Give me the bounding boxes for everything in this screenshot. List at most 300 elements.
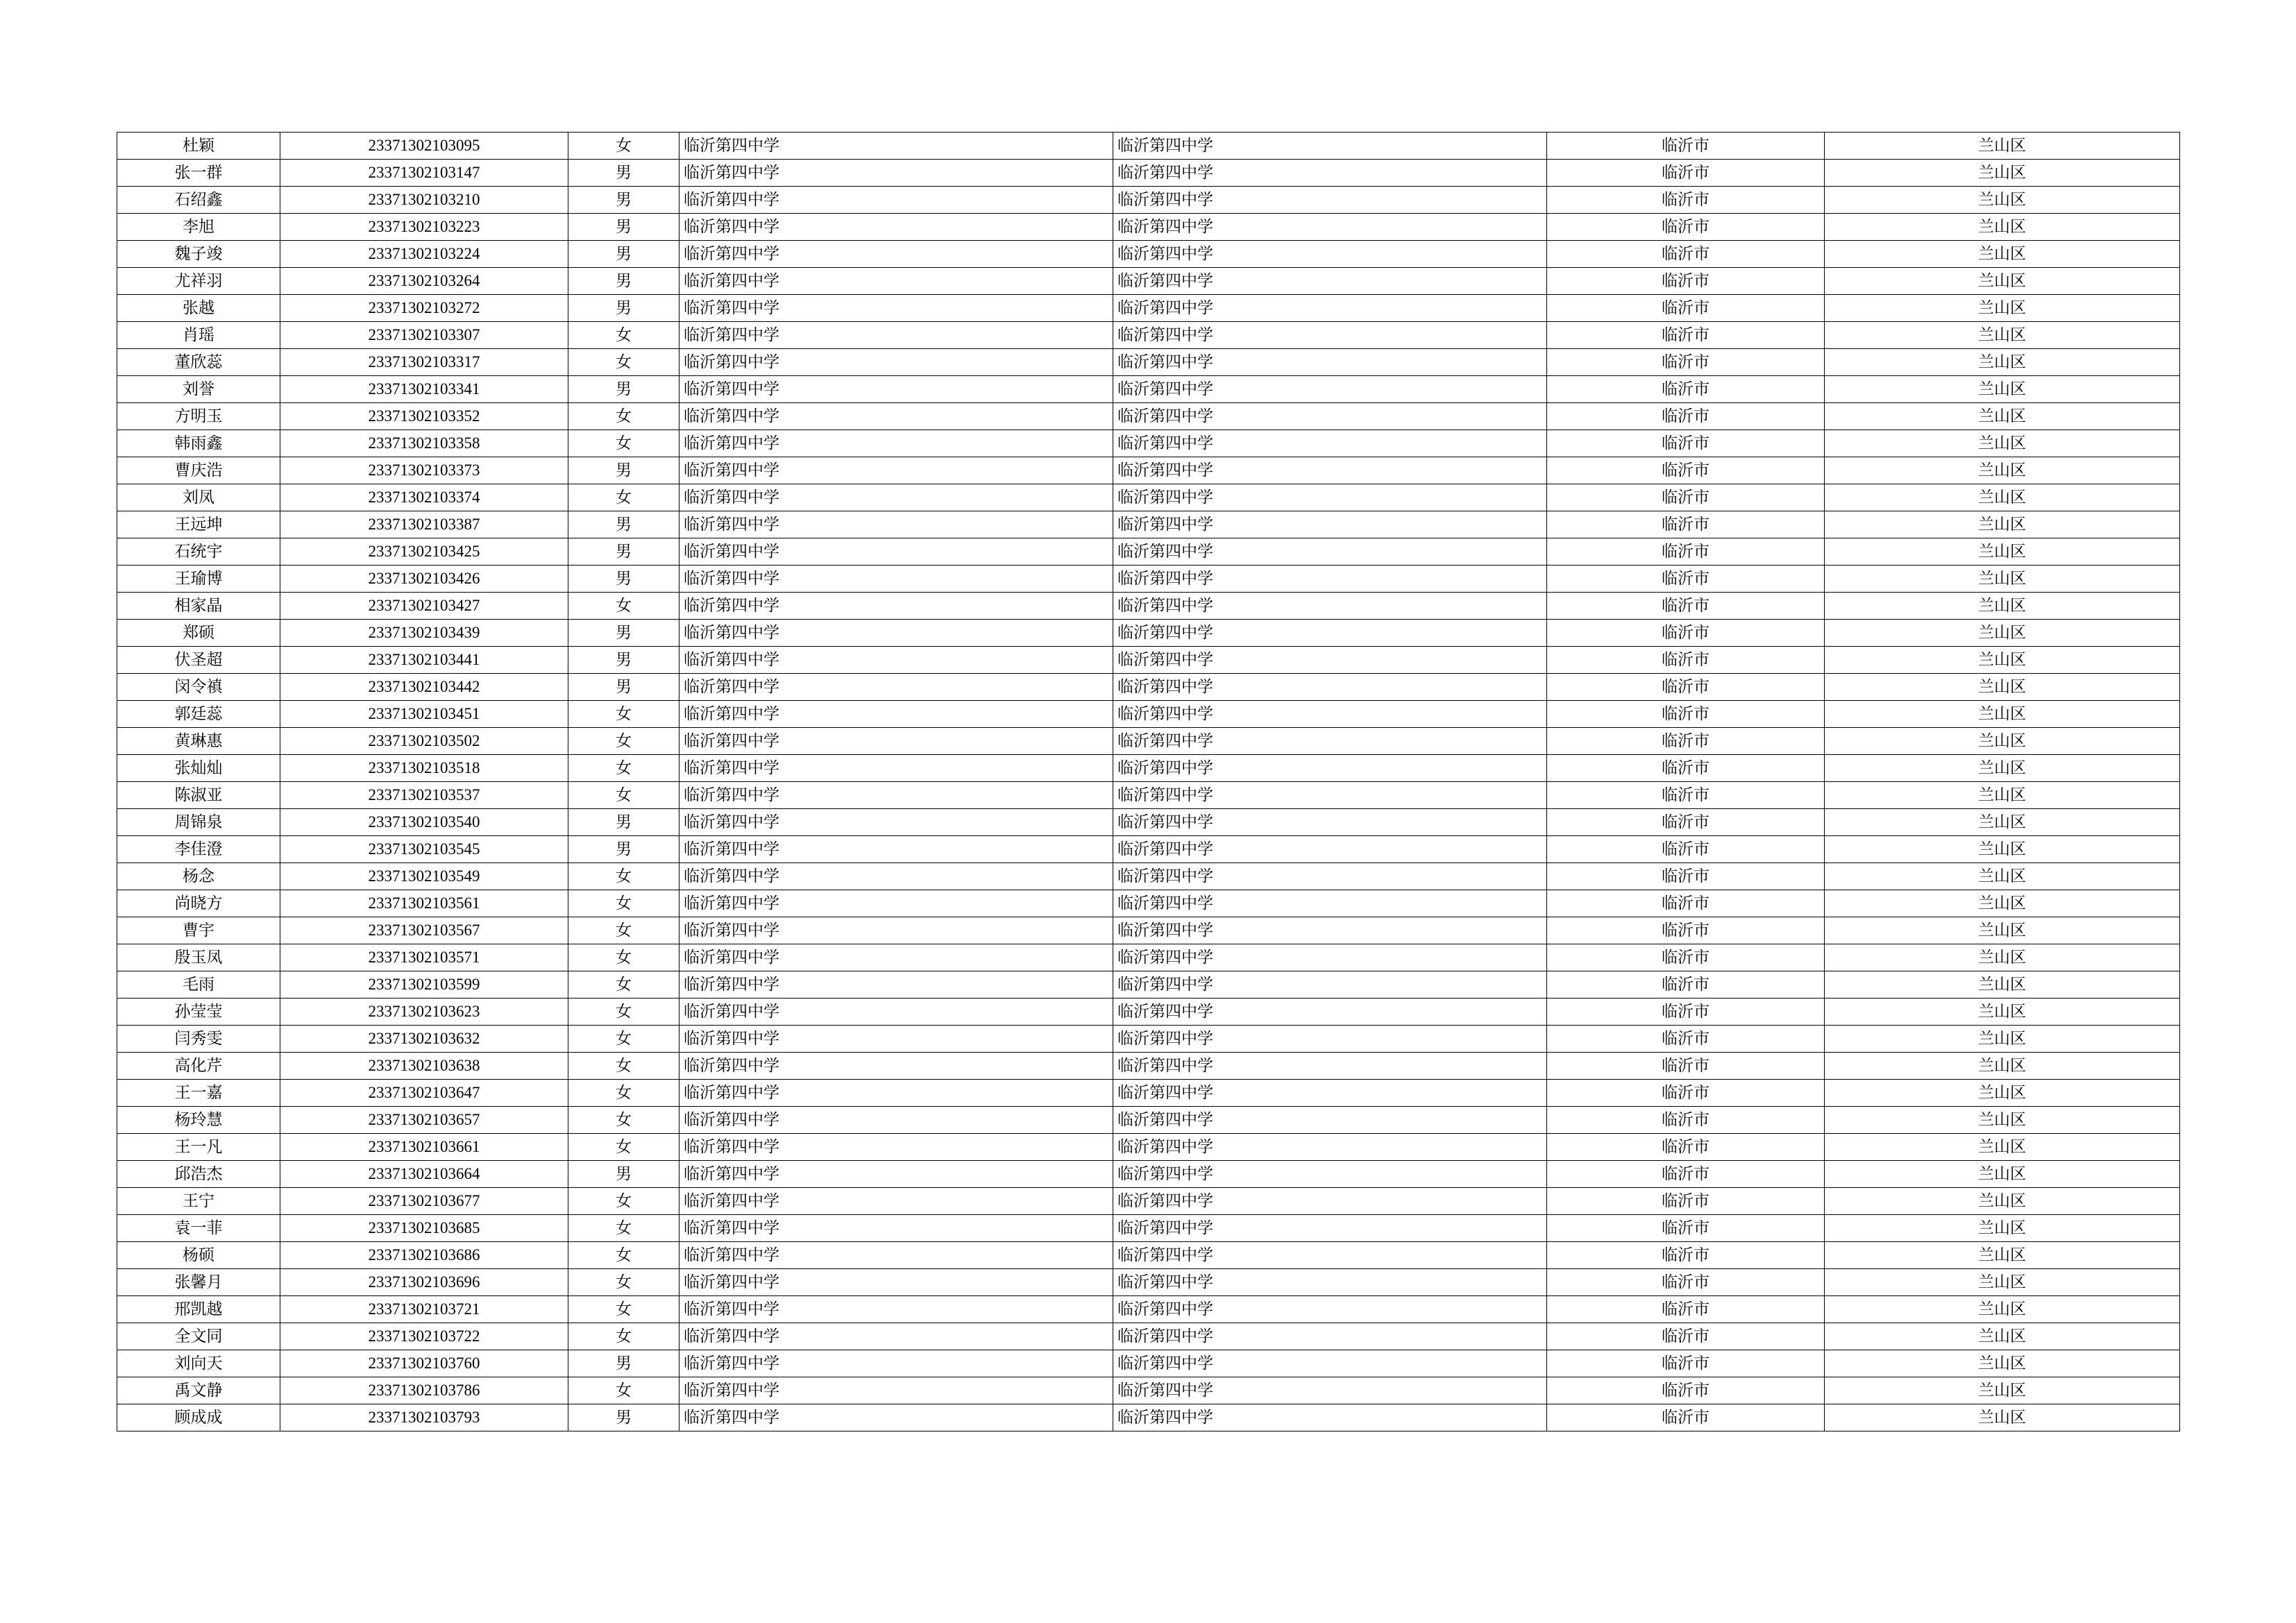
table-row — [117, 1404, 2180, 1431]
cell-school: 临沂第四中学 — [679, 322, 1113, 349]
table-row — [117, 295, 2180, 322]
cell-exam-number: 23371302103786 — [280, 1377, 568, 1404]
table-row — [117, 430, 2180, 457]
cell-sex: 女 — [568, 1215, 679, 1242]
cell-school: 临沂第四中学 — [679, 1377, 1113, 1404]
cell-city: 临沂市 — [1547, 1188, 1825, 1215]
cell-sex: 男 — [568, 457, 679, 484]
cell-exam-site: 临沂第四中学 — [1113, 1296, 1547, 1323]
cell-exam-number: 23371302103722 — [280, 1323, 568, 1350]
cell-exam-site: 临沂第四中学 — [1113, 1107, 1547, 1134]
cell-city: 临沂市 — [1547, 1026, 1825, 1053]
cell-school: 临沂第四中学 — [679, 1107, 1113, 1134]
cell-school: 临沂第四中学 — [679, 187, 1113, 214]
cell-district: 兰山区 — [1825, 484, 2180, 511]
cell-city: 临沂市 — [1547, 971, 1825, 999]
cell-name: 董欣蕊 — [117, 349, 280, 376]
cell-district: 兰山区 — [1825, 322, 2180, 349]
cell-district: 兰山区 — [1825, 1350, 2180, 1377]
cell-exam-number: 23371302103224 — [280, 241, 568, 268]
cell-school: 临沂第四中学 — [679, 971, 1113, 999]
cell-name: 石统宇 — [117, 538, 280, 566]
cell-city: 临沂市 — [1547, 1053, 1825, 1080]
table-row — [117, 809, 2180, 836]
cell-city: 临沂市 — [1547, 457, 1825, 484]
cell-exam-site: 临沂第四中学 — [1113, 241, 1547, 268]
cell-district: 兰山区 — [1825, 403, 2180, 430]
cell-name: 郭廷蕊 — [117, 701, 280, 728]
cell-city: 临沂市 — [1547, 701, 1825, 728]
cell-name: 刘凤 — [117, 484, 280, 511]
cell-city: 临沂市 — [1547, 538, 1825, 566]
cell-district: 兰山区 — [1825, 620, 2180, 647]
cell-city: 临沂市 — [1547, 944, 1825, 971]
cell-city: 临沂市 — [1547, 214, 1825, 241]
cell-sex: 女 — [568, 944, 679, 971]
cell-sex: 男 — [568, 647, 679, 674]
cell-exam-number: 23371302103439 — [280, 620, 568, 647]
cell-exam-site: 临沂第四中学 — [1113, 457, 1547, 484]
cell-name: 杜颖 — [117, 133, 280, 160]
cell-sex: 男 — [568, 376, 679, 403]
cell-sex: 女 — [568, 917, 679, 944]
cell-exam-site: 临沂第四中学 — [1113, 647, 1547, 674]
cell-city: 临沂市 — [1547, 836, 1825, 863]
cell-sex: 女 — [568, 1188, 679, 1215]
cell-school: 临沂第四中学 — [679, 809, 1113, 836]
cell-exam-number: 23371302103721 — [280, 1296, 568, 1323]
cell-district: 兰山区 — [1825, 1323, 2180, 1350]
cell-sex: 女 — [568, 1026, 679, 1053]
cell-exam-site: 临沂第四中学 — [1113, 511, 1547, 538]
cell-sex: 女 — [568, 1053, 679, 1080]
cell-sex: 女 — [568, 1269, 679, 1296]
cell-district: 兰山区 — [1825, 349, 2180, 376]
cell-exam-site: 临沂第四中学 — [1113, 836, 1547, 863]
cell-exam-site: 临沂第四中学 — [1113, 809, 1547, 836]
cell-district: 兰山区 — [1825, 1404, 2180, 1431]
table-row — [117, 971, 2180, 999]
table-row — [117, 782, 2180, 809]
table-row — [117, 566, 2180, 593]
cell-school: 临沂第四中学 — [679, 701, 1113, 728]
cell-district: 兰山区 — [1825, 268, 2180, 295]
cell-exam-number: 23371302103358 — [280, 430, 568, 457]
cell-district: 兰山区 — [1825, 647, 2180, 674]
table-row — [117, 863, 2180, 890]
cell-city: 临沂市 — [1547, 268, 1825, 295]
cell-exam-site: 临沂第四中学 — [1113, 999, 1547, 1026]
cell-exam-number: 23371302103210 — [280, 187, 568, 214]
cell-exam-site: 临沂第四中学 — [1113, 403, 1547, 430]
cell-exam-site: 临沂第四中学 — [1113, 214, 1547, 241]
cell-exam-number: 23371302103442 — [280, 674, 568, 701]
cell-exam-number: 23371302103638 — [280, 1053, 568, 1080]
cell-exam-number: 23371302103657 — [280, 1107, 568, 1134]
cell-exam-number: 23371302103427 — [280, 593, 568, 620]
cell-school: 临沂第四中学 — [679, 836, 1113, 863]
cell-name: 张一群 — [117, 160, 280, 187]
cell-exam-site: 临沂第四中学 — [1113, 322, 1547, 349]
cell-district: 兰山区 — [1825, 890, 2180, 917]
cell-city: 临沂市 — [1547, 322, 1825, 349]
cell-sex: 男 — [568, 674, 679, 701]
cell-district: 兰山区 — [1825, 863, 2180, 890]
cell-exam-site: 临沂第四中学 — [1113, 971, 1547, 999]
table-row — [117, 376, 2180, 403]
cell-sex: 女 — [568, 971, 679, 999]
cell-sex: 男 — [568, 1161, 679, 1188]
cell-exam-number: 23371302103387 — [280, 511, 568, 538]
cell-city: 临沂市 — [1547, 349, 1825, 376]
cell-district: 兰山区 — [1825, 1188, 2180, 1215]
cell-school: 临沂第四中学 — [679, 376, 1113, 403]
cell-exam-number: 23371302103374 — [280, 484, 568, 511]
cell-school: 临沂第四中学 — [679, 457, 1113, 484]
cell-name: 邱浩杰 — [117, 1161, 280, 1188]
table-row — [117, 268, 2180, 295]
cell-school: 临沂第四中学 — [679, 917, 1113, 944]
cell-district: 兰山区 — [1825, 782, 2180, 809]
table-row — [117, 728, 2180, 755]
cell-exam-site: 临沂第四中学 — [1113, 1026, 1547, 1053]
cell-school: 临沂第四中学 — [679, 1404, 1113, 1431]
table-row — [117, 1026, 2180, 1053]
cell-district: 兰山区 — [1825, 1296, 2180, 1323]
cell-sex: 男 — [568, 160, 679, 187]
cell-district: 兰山区 — [1825, 593, 2180, 620]
cell-city: 临沂市 — [1547, 809, 1825, 836]
cell-name: 杨玲慧 — [117, 1107, 280, 1134]
cell-name: 王远坤 — [117, 511, 280, 538]
cell-sex: 女 — [568, 755, 679, 782]
cell-sex: 女 — [568, 863, 679, 890]
cell-exam-site: 临沂第四中学 — [1113, 1269, 1547, 1296]
cell-sex: 男 — [568, 1350, 679, 1377]
table-row — [117, 160, 2180, 187]
cell-name: 孙莹莹 — [117, 999, 280, 1026]
table-row — [117, 1053, 2180, 1080]
cell-city: 临沂市 — [1547, 1350, 1825, 1377]
cell-district: 兰山区 — [1825, 1215, 2180, 1242]
cell-district: 兰山区 — [1825, 1242, 2180, 1269]
table-row — [117, 836, 2180, 863]
cell-city: 临沂市 — [1547, 241, 1825, 268]
cell-exam-number: 23371302103317 — [280, 349, 568, 376]
cell-exam-site: 临沂第四中学 — [1113, 782, 1547, 809]
cell-school: 临沂第四中学 — [679, 1215, 1113, 1242]
cell-exam-number: 23371302103571 — [280, 944, 568, 971]
table-row — [117, 755, 2180, 782]
cell-school: 临沂第四中学 — [679, 890, 1113, 917]
cell-exam-site: 临沂第四中学 — [1113, 376, 1547, 403]
cell-school: 临沂第四中学 — [679, 999, 1113, 1026]
cell-school: 临沂第四中学 — [679, 349, 1113, 376]
cell-exam-number: 23371302103561 — [280, 890, 568, 917]
cell-exam-number: 23371302103685 — [280, 1215, 568, 1242]
cell-district: 兰山区 — [1825, 241, 2180, 268]
cell-school: 临沂第四中学 — [679, 403, 1113, 430]
cell-city: 临沂市 — [1547, 647, 1825, 674]
cell-school: 临沂第四中学 — [679, 538, 1113, 566]
cell-exam-site: 临沂第四中学 — [1113, 430, 1547, 457]
table-row — [117, 944, 2180, 971]
cell-name: 韩雨鑫 — [117, 430, 280, 457]
cell-exam-site: 临沂第四中学 — [1113, 1188, 1547, 1215]
cell-school: 临沂第四中学 — [679, 620, 1113, 647]
cell-sex: 女 — [568, 890, 679, 917]
cell-exam-site: 临沂第四中学 — [1113, 538, 1547, 566]
table-row — [117, 538, 2180, 566]
cell-exam-number: 23371302103647 — [280, 1080, 568, 1107]
cell-sex: 女 — [568, 1296, 679, 1323]
cell-name: 毛雨 — [117, 971, 280, 999]
cell-district: 兰山区 — [1825, 295, 2180, 322]
table-row — [117, 647, 2180, 674]
cell-exam-site: 临沂第四中学 — [1113, 944, 1547, 971]
cell-school: 临沂第四中学 — [679, 1269, 1113, 1296]
cell-name: 王宁 — [117, 1188, 280, 1215]
cell-sex: 女 — [568, 1134, 679, 1161]
cell-name: 王一凡 — [117, 1134, 280, 1161]
cell-school: 临沂第四中学 — [679, 484, 1113, 511]
cell-city: 临沂市 — [1547, 1215, 1825, 1242]
cell-school: 临沂第四中学 — [679, 782, 1113, 809]
table-row — [117, 890, 2180, 917]
cell-name: 刘向天 — [117, 1350, 280, 1377]
cell-exam-number: 23371302103537 — [280, 782, 568, 809]
cell-exam-number: 23371302103426 — [280, 566, 568, 593]
cell-exam-number: 23371302103272 — [280, 295, 568, 322]
cell-city: 临沂市 — [1547, 674, 1825, 701]
cell-sex: 男 — [568, 214, 679, 241]
cell-name: 尤祥羽 — [117, 268, 280, 295]
cell-school: 临沂第四中学 — [679, 647, 1113, 674]
cell-exam-site: 临沂第四中学 — [1113, 1215, 1547, 1242]
table-row — [117, 1080, 2180, 1107]
table-row — [117, 1269, 2180, 1296]
cell-sex: 男 — [568, 295, 679, 322]
table-row — [117, 457, 2180, 484]
table-row — [117, 322, 2180, 349]
table-row — [117, 917, 2180, 944]
cell-district: 兰山区 — [1825, 1377, 2180, 1404]
cell-school: 临沂第四中学 — [679, 1188, 1113, 1215]
cell-city: 临沂市 — [1547, 1323, 1825, 1350]
cell-district: 兰山区 — [1825, 566, 2180, 593]
cell-exam-number: 23371302103549 — [280, 863, 568, 890]
cell-sex: 女 — [568, 349, 679, 376]
cell-school: 临沂第四中学 — [679, 593, 1113, 620]
cell-name: 相家晶 — [117, 593, 280, 620]
cell-name: 曹宇 — [117, 917, 280, 944]
cell-city: 临沂市 — [1547, 890, 1825, 917]
roster-table — [117, 132, 2180, 1431]
table-row — [117, 349, 2180, 376]
cell-school: 临沂第四中学 — [679, 160, 1113, 187]
cell-exam-number: 23371302103451 — [280, 701, 568, 728]
cell-name: 刘誉 — [117, 376, 280, 403]
table-row — [117, 1188, 2180, 1215]
cell-city: 临沂市 — [1547, 1269, 1825, 1296]
cell-school: 临沂第四中学 — [679, 511, 1113, 538]
table-row — [117, 701, 2180, 728]
table-row — [117, 1215, 2180, 1242]
cell-sex: 男 — [568, 620, 679, 647]
cell-city: 临沂市 — [1547, 1134, 1825, 1161]
cell-district: 兰山区 — [1825, 1134, 2180, 1161]
cell-city: 临沂市 — [1547, 755, 1825, 782]
cell-exam-number: 23371302103664 — [280, 1161, 568, 1188]
cell-exam-site: 临沂第四中学 — [1113, 295, 1547, 322]
cell-exam-site: 临沂第四中学 — [1113, 863, 1547, 890]
cell-city: 临沂市 — [1547, 782, 1825, 809]
cell-sex: 女 — [568, 701, 679, 728]
cell-city: 临沂市 — [1547, 999, 1825, 1026]
cell-exam-number: 23371302103341 — [280, 376, 568, 403]
cell-exam-site: 临沂第四中学 — [1113, 593, 1547, 620]
cell-exam-site: 临沂第四中学 — [1113, 674, 1547, 701]
cell-sex: 女 — [568, 1242, 679, 1269]
cell-name: 张越 — [117, 295, 280, 322]
cell-sex: 男 — [568, 1404, 679, 1431]
cell-name: 郑硕 — [117, 620, 280, 647]
cell-district: 兰山区 — [1825, 214, 2180, 241]
cell-name: 张灿灿 — [117, 755, 280, 782]
cell-sex: 男 — [568, 809, 679, 836]
table-row — [117, 999, 2180, 1026]
cell-exam-site: 临沂第四中学 — [1113, 349, 1547, 376]
table-row — [117, 133, 2180, 160]
cell-sex: 女 — [568, 728, 679, 755]
table-row — [117, 241, 2180, 268]
cell-district: 兰山区 — [1825, 1161, 2180, 1188]
cell-school: 临沂第四中学 — [679, 728, 1113, 755]
table-row — [117, 1377, 2180, 1404]
cell-name: 张馨月 — [117, 1269, 280, 1296]
cell-exam-site: 临沂第四中学 — [1113, 1350, 1547, 1377]
cell-sex: 女 — [568, 403, 679, 430]
cell-district: 兰山区 — [1825, 1107, 2180, 1134]
cell-school: 临沂第四中学 — [679, 295, 1113, 322]
cell-district: 兰山区 — [1825, 430, 2180, 457]
table-row — [117, 511, 2180, 538]
cell-name: 尚晓方 — [117, 890, 280, 917]
cell-exam-site: 临沂第四中学 — [1113, 1080, 1547, 1107]
cell-school: 临沂第四中学 — [679, 1242, 1113, 1269]
cell-sex: 男 — [568, 187, 679, 214]
cell-exam-site: 临沂第四中学 — [1113, 728, 1547, 755]
cell-name: 王一嘉 — [117, 1080, 280, 1107]
cell-exam-number: 23371302103793 — [280, 1404, 568, 1431]
cell-name: 高化芹 — [117, 1053, 280, 1080]
cell-city: 临沂市 — [1547, 566, 1825, 593]
cell-exam-site: 临沂第四中学 — [1113, 701, 1547, 728]
cell-district: 兰山区 — [1825, 1053, 2180, 1080]
cell-city: 临沂市 — [1547, 1377, 1825, 1404]
cell-exam-site: 临沂第四中学 — [1113, 890, 1547, 917]
cell-district: 兰山区 — [1825, 999, 2180, 1026]
table-row — [117, 1134, 2180, 1161]
cell-exam-number: 23371302103545 — [280, 836, 568, 863]
cell-exam-number: 23371302103599 — [280, 971, 568, 999]
cell-district: 兰山区 — [1825, 755, 2180, 782]
cell-exam-number: 23371302103223 — [280, 214, 568, 241]
cell-school: 临沂第四中学 — [679, 1161, 1113, 1188]
cell-exam-number: 23371302103307 — [280, 322, 568, 349]
table-row — [117, 214, 2180, 241]
cell-city: 临沂市 — [1547, 1080, 1825, 1107]
cell-city: 临沂市 — [1547, 295, 1825, 322]
cell-sex: 男 — [568, 241, 679, 268]
cell-name: 曹庆浩 — [117, 457, 280, 484]
table-row — [117, 1107, 2180, 1134]
cell-district: 兰山区 — [1825, 674, 2180, 701]
table-row — [117, 1242, 2180, 1269]
table-row — [117, 403, 2180, 430]
cell-exam-site: 临沂第四中学 — [1113, 1242, 1547, 1269]
table-row — [117, 1350, 2180, 1377]
cell-exam-site: 临沂第四中学 — [1113, 133, 1547, 160]
cell-city: 临沂市 — [1547, 160, 1825, 187]
cell-exam-site: 临沂第四中学 — [1113, 268, 1547, 295]
cell-exam-site: 临沂第四中学 — [1113, 566, 1547, 593]
cell-district: 兰山区 — [1825, 701, 2180, 728]
table-row — [117, 187, 2180, 214]
cell-exam-number: 23371302103567 — [280, 917, 568, 944]
cell-name: 王瑜博 — [117, 566, 280, 593]
cell-city: 临沂市 — [1547, 484, 1825, 511]
cell-sex: 女 — [568, 133, 679, 160]
cell-exam-site: 临沂第四中学 — [1113, 1053, 1547, 1080]
cell-district: 兰山区 — [1825, 538, 2180, 566]
cell-exam-number: 23371302103264 — [280, 268, 568, 295]
cell-exam-site: 临沂第四中学 — [1113, 1134, 1547, 1161]
cell-school: 临沂第四中学 — [679, 214, 1113, 241]
cell-exam-site: 临沂第四中学 — [1113, 1377, 1547, 1404]
cell-district: 兰山区 — [1825, 944, 2180, 971]
cell-name: 肖瑶 — [117, 322, 280, 349]
cell-city: 临沂市 — [1547, 376, 1825, 403]
cell-city: 临沂市 — [1547, 1242, 1825, 1269]
cell-exam-number: 23371302103632 — [280, 1026, 568, 1053]
cell-exam-site: 临沂第四中学 — [1113, 917, 1547, 944]
cell-exam-number: 23371302103425 — [280, 538, 568, 566]
cell-school: 临沂第四中学 — [679, 1080, 1113, 1107]
cell-city: 临沂市 — [1547, 863, 1825, 890]
cell-district: 兰山区 — [1825, 511, 2180, 538]
cell-sex: 男 — [568, 538, 679, 566]
cell-city: 临沂市 — [1547, 1107, 1825, 1134]
cell-district: 兰山区 — [1825, 1269, 2180, 1296]
cell-name: 杨硕 — [117, 1242, 280, 1269]
cell-district: 兰山区 — [1825, 133, 2180, 160]
cell-school: 临沂第四中学 — [679, 1026, 1113, 1053]
cell-name: 周锦泉 — [117, 809, 280, 836]
cell-name: 李旭 — [117, 214, 280, 241]
cell-exam-site: 临沂第四中学 — [1113, 620, 1547, 647]
cell-sex: 女 — [568, 430, 679, 457]
cell-exam-number: 23371302103373 — [280, 457, 568, 484]
cell-school: 临沂第四中学 — [679, 566, 1113, 593]
cell-sex: 女 — [568, 999, 679, 1026]
cell-name: 顾成成 — [117, 1404, 280, 1431]
cell-exam-number: 23371302103623 — [280, 999, 568, 1026]
cell-school: 临沂第四中学 — [679, 1296, 1113, 1323]
cell-exam-number: 23371302103696 — [280, 1269, 568, 1296]
cell-name: 邢凯越 — [117, 1296, 280, 1323]
cell-name: 方明玉 — [117, 403, 280, 430]
